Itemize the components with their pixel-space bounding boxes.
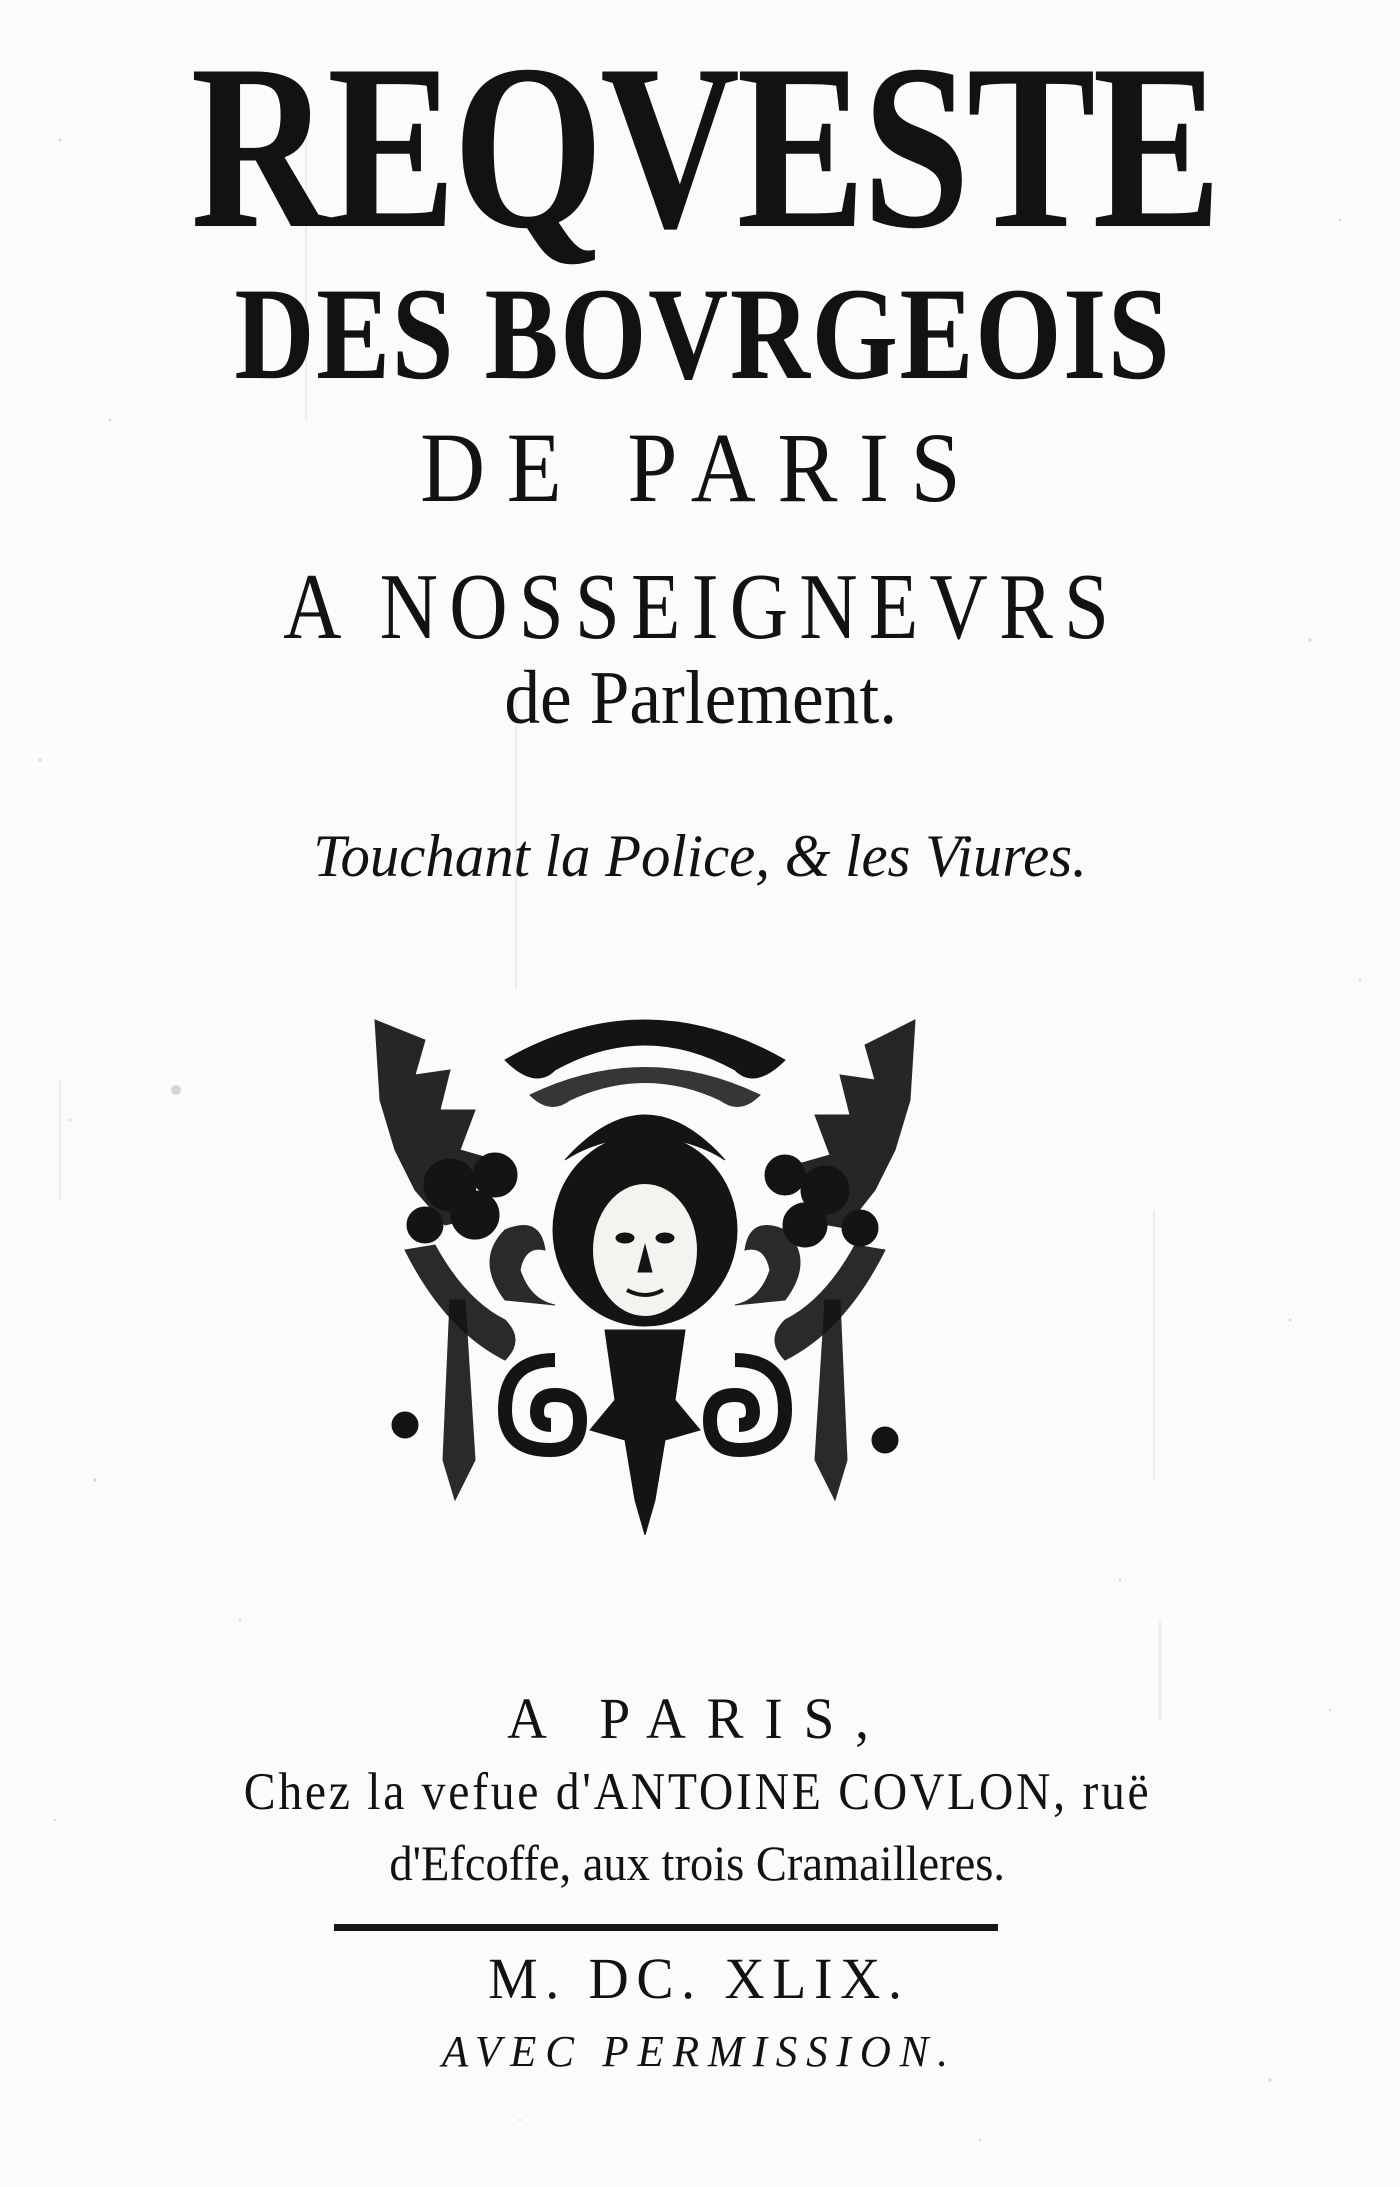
imprint-address: d'Efcoffe, aux trois Cramailleres. [389, 1835, 1006, 1891]
woodcut-mascaron-ornament-icon [355, 1000, 935, 1535]
subtitle: Touchant la Police, & les Viures. [313, 823, 1087, 889]
imprint-city: A PARIS, [507, 1686, 890, 1751]
title-line-bourgeois: DES BOVRGEOIS [234, 260, 1172, 407]
double-rule-divider [334, 1924, 998, 1931]
title-line-de-paris: DE PARIS [420, 412, 983, 523]
title-line-parlement: de Parlement. [504, 656, 898, 740]
title-line-requeste: REQVESTE [190, 17, 1219, 278]
imprint-publisher: Chez la vefue d'ANTOINE COVLON, ruë [243, 1763, 1152, 1821]
title-line-nosseigneurs: A NOSSEIGNEVRS [283, 555, 1121, 659]
publication-year: M. DC. XLIX. [488, 1946, 910, 2011]
permission-notice: AVEC PERMISSION. [441, 2027, 957, 2076]
